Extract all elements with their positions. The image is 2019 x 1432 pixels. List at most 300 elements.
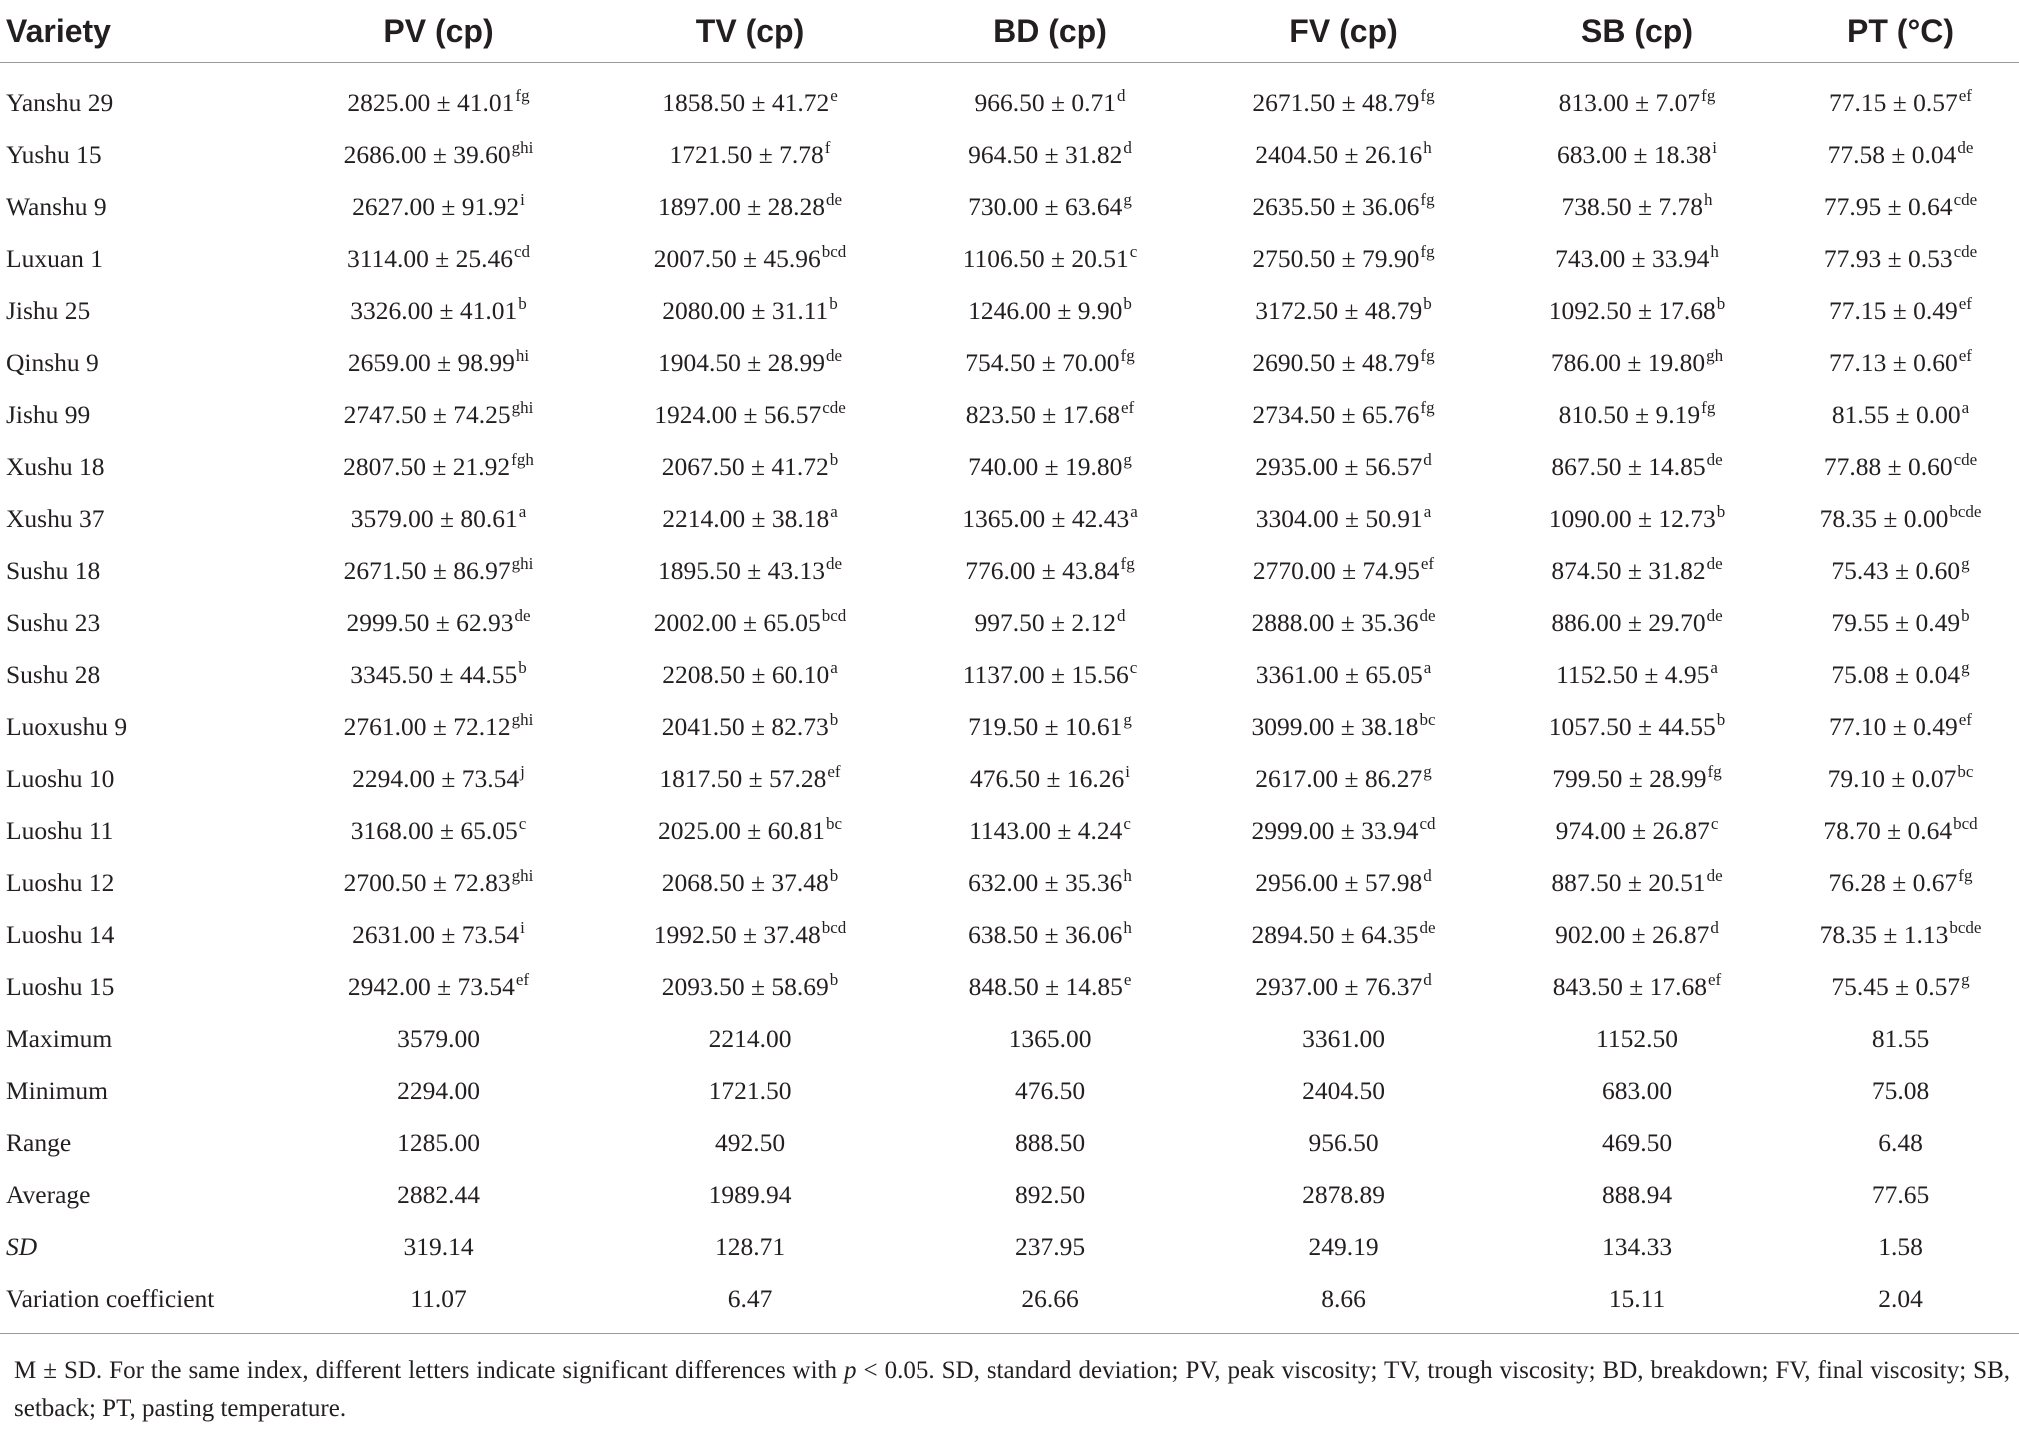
pv-value: 2761.00 ± 72.12 — [343, 712, 511, 742]
summary-fv-value: 2404.50 — [1302, 1076, 1385, 1106]
sb-value: 887.50 ± 20.51 — [1551, 868, 1706, 898]
summary-sb-value: 134.33 — [1601, 1232, 1673, 1262]
significance-letters: fg — [1420, 398, 1435, 418]
significance-letters: bcde — [1949, 918, 1982, 938]
tv-value: 2007.50 ± 45.96 — [653, 244, 821, 274]
significance-letters: i — [1125, 762, 1130, 782]
significance-letters: a — [830, 658, 838, 678]
significance-letters: fg — [1420, 86, 1435, 106]
fv-value: 2671.50 ± 48.79 — [1252, 88, 1420, 118]
tv-value: 2068.50 ± 37.48 — [661, 868, 829, 898]
summary-sb-value: 1152.50 — [1596, 1024, 1678, 1054]
significance-letters: fgh — [511, 450, 534, 470]
pv-cell — [282, 233, 595, 285]
pv-cell — [282, 857, 595, 909]
pv-cell — [282, 545, 595, 597]
sb-value: 810.50 ± 9.19 — [1558, 400, 1701, 430]
variety-cell: Luoshu 14 — [6, 920, 115, 950]
bd-cell — [905, 389, 1195, 441]
bd-value: 740.00 ± 19.80 — [968, 452, 1123, 482]
significance-letters: g — [1123, 710, 1132, 730]
pv-value: 2659.00 ± 98.99 — [347, 348, 515, 378]
summary-bd-value: 888.50 — [1014, 1128, 1086, 1158]
significance-letters: e — [1123, 970, 1132, 990]
header-pv: PV (cp) — [282, 0, 595, 63]
summary-sb-value: 683.00 — [1601, 1076, 1673, 1106]
significance-letters: c — [1123, 814, 1131, 834]
summary-bd-value: 476.50 — [1014, 1076, 1086, 1106]
summary-label: SD — [6, 1232, 38, 1262]
pt-cell — [1782, 493, 2019, 545]
bd-cell — [905, 805, 1195, 857]
fv-cell — [1195, 63, 1492, 130]
significance-letters: a — [518, 502, 527, 522]
significance-letters: bcd — [821, 606, 847, 626]
tv-cell — [595, 805, 905, 857]
summary-pv-value: 3579.00 — [397, 1024, 480, 1054]
fv-cell — [1195, 701, 1492, 753]
tv-cell — [595, 493, 905, 545]
tv-value: 1904.50 ± 28.99 — [657, 348, 825, 378]
pt-cell — [1782, 441, 2019, 493]
sb-value: 843.50 ± 17.68 — [1552, 972, 1708, 1002]
pv-value: 2942.00 ± 73.54 — [347, 972, 515, 1002]
significance-letters: h — [1123, 866, 1132, 886]
pt-cell — [1782, 857, 2019, 909]
significance-letters: a — [1423, 658, 1432, 678]
sb-cell — [1492, 805, 1782, 857]
summary-row — [0, 1273, 2019, 1334]
sb-cell — [1492, 285, 1782, 337]
significance-letters: c — [1129, 658, 1138, 678]
summary-row — [0, 1169, 2019, 1221]
sb-cell — [1492, 753, 1782, 805]
significance-letters: ef — [827, 762, 841, 782]
variety-cell: Yushu 15 — [6, 140, 102, 170]
bd-value: 719.50 ± 10.61 — [968, 712, 1123, 742]
significance-letters: b — [518, 658, 527, 678]
table-row — [0, 545, 2019, 597]
bd-cell — [905, 857, 1195, 909]
significance-letters: cde — [1953, 242, 1978, 262]
fv-cell — [1195, 389, 1492, 441]
pt-value: 77.15 ± 0.57 — [1829, 88, 1958, 118]
significance-letters: b — [1716, 502, 1726, 522]
fv-cell — [1195, 337, 1492, 389]
pt-cell — [1782, 389, 2019, 441]
significance-letters: bc — [1419, 710, 1436, 730]
pt-cell — [1782, 597, 2019, 649]
table-body — [0, 63, 2019, 1334]
significance-letters: h — [1423, 138, 1432, 158]
significance-letters: ghi — [511, 710, 534, 730]
fv-value: 2894.50 ± 64.35 — [1251, 920, 1419, 950]
sb-cell — [1492, 857, 1782, 909]
significance-letters: bcd — [821, 918, 847, 938]
fv-cell — [1195, 493, 1492, 545]
pv-cell — [282, 337, 595, 389]
tv-cell — [595, 389, 905, 441]
significance-letters: d — [1710, 918, 1719, 938]
fv-cell — [1195, 649, 1492, 701]
pv-value: 3168.00 ± 65.05 — [350, 816, 518, 846]
variety-cell: Xushu 37 — [6, 504, 105, 534]
bd-value: 776.00 ± 43.84 — [965, 556, 1120, 586]
summary-tv-value: 1989.94 — [708, 1180, 792, 1210]
pv-value: 2807.50 ± 21.92 — [343, 452, 511, 482]
table-row — [0, 129, 2019, 181]
summary-row — [0, 1117, 2019, 1169]
summary-fv-value: 249.19 — [1308, 1232, 1379, 1262]
header-sb: SB (cp) — [1492, 0, 1782, 63]
fv-cell — [1195, 753, 1492, 805]
pv-value: 2747.50 ± 74.25 — [343, 400, 511, 430]
pt-cell — [1782, 649, 2019, 701]
fv-value: 2956.00 ± 57.98 — [1255, 868, 1423, 898]
summary-pt-value: 77.65 — [1871, 1180, 1930, 1210]
sb-value: 867.50 ± 14.85 — [1551, 452, 1706, 482]
summary-tv-value: 6.47 — [595, 1273, 905, 1334]
significance-letters: g — [1961, 658, 1970, 678]
header-pt: PT (°C) — [1782, 0, 2019, 63]
fv-value: 2888.00 ± 35.36 — [1251, 608, 1419, 638]
pt-cell — [1782, 753, 2019, 805]
significance-letters: c — [1710, 814, 1719, 834]
bd-cell — [905, 337, 1195, 389]
tv-value: 1992.50 ± 37.48 — [653, 920, 821, 950]
pt-cell — [1782, 129, 2019, 181]
table-row — [0, 493, 2019, 545]
significance-letters: b — [829, 866, 839, 886]
fv-cell — [1195, 181, 1492, 233]
significance-letters: ef — [515, 970, 530, 990]
bd-value: 823.50 ± 17.68 — [965, 400, 1121, 430]
table-row — [0, 649, 2019, 701]
pv-value: 2631.00 ± 73.54 — [352, 920, 520, 950]
sb-cell — [1492, 337, 1782, 389]
bd-value: 754.50 ± 70.00 — [965, 348, 1120, 378]
summary-bd-value: 1365.00 — [1008, 1024, 1092, 1054]
pt-value: 75.45 ± 0.57 — [1831, 972, 1961, 1002]
bd-cell — [905, 181, 1195, 233]
fv-value: 2690.50 ± 48.79 — [1252, 348, 1420, 378]
significance-letters: c — [1129, 242, 1138, 262]
fv-cell — [1195, 129, 1492, 181]
significance-letters: fg — [1958, 866, 1973, 886]
tv-value: 2067.50 ± 41.72 — [661, 452, 829, 482]
summary-fv-value: 2878.89 — [1302, 1180, 1385, 1210]
significance-letters: de — [514, 606, 531, 626]
significance-letters: d — [1423, 970, 1432, 990]
pt-value: 77.10 ± 0.49 — [1829, 712, 1958, 742]
significance-letters: b — [1716, 710, 1726, 730]
footnote-text-end: < 0.05. SD, standard deviation; PV, peak viscosity; TV, trough viscosity; BD, breakdown; FV, final viscosity; SB, setback; PT, pasting temperature. — [14, 1357, 2010, 1422]
pt-value: 78.35 ± 0.00 — [1819, 504, 1949, 534]
pv-cell — [282, 961, 595, 1013]
significance-letters: g — [1123, 450, 1132, 470]
significance-letters: i — [1712, 138, 1717, 158]
fv-value: 2404.50 ± 26.16 — [1255, 140, 1423, 170]
significance-letters: h — [1710, 242, 1719, 262]
pv-cell — [282, 389, 595, 441]
fv-value: 2635.50 ± 36.06 — [1252, 192, 1420, 222]
pt-value: 77.58 ± 0.04 — [1827, 140, 1957, 170]
pt-value: 79.10 ± 0.07 — [1827, 764, 1957, 794]
table-row — [0, 701, 2019, 753]
significance-letters: h — [1123, 918, 1132, 938]
summary-pv-value: 2882.44 — [397, 1180, 480, 1210]
bd-value: 730.00 ± 63.64 — [968, 192, 1123, 222]
sb-cell — [1492, 961, 1782, 1013]
pv-cell — [282, 63, 595, 130]
tv-cell — [595, 233, 905, 285]
sb-cell — [1492, 233, 1782, 285]
tv-cell — [595, 285, 905, 337]
tv-value: 1895.50 ± 43.13 — [657, 556, 825, 586]
header-tv: TV (cp) — [595, 0, 905, 63]
fv-value: 2937.00 ± 76.37 — [1255, 972, 1423, 1002]
bd-value: 476.50 ± 16.26 — [970, 764, 1125, 794]
fv-value: 2935.00 ± 56.57 — [1255, 452, 1423, 482]
significance-letters: f — [824, 138, 831, 158]
significance-letters: fg — [1701, 86, 1716, 106]
pv-cell — [282, 441, 595, 493]
pt-value: 78.70 ± 0.64 — [1823, 816, 1953, 846]
significance-letters: ghi — [511, 866, 534, 886]
sb-value: 874.50 ± 31.82 — [1551, 556, 1706, 586]
bd-value: 1365.00 ± 42.43 — [962, 504, 1130, 534]
header-row — [0, 0, 2019, 63]
table-row — [0, 285, 2019, 337]
pv-cell — [282, 129, 595, 181]
significance-letters: de — [1706, 450, 1723, 470]
fv-value: 3172.50 ± 48.79 — [1255, 296, 1423, 326]
significance-letters: a — [1423, 502, 1432, 522]
pt-cell — [1782, 233, 2019, 285]
tv-cell — [595, 181, 905, 233]
significance-letters: b — [518, 294, 527, 314]
variety-cell: Sushu 23 — [6, 608, 101, 638]
pv-value: 2627.00 ± 91.92 — [352, 192, 520, 222]
bd-cell — [905, 961, 1195, 1013]
significance-letters: b — [829, 710, 839, 730]
significance-letters: d — [1423, 450, 1432, 470]
variety-cell: Luxuan 1 — [6, 244, 104, 274]
summary-tv-value: 492.50 — [714, 1128, 786, 1158]
pt-value: 75.43 ± 0.60 — [1831, 556, 1961, 586]
significance-letters: ghi — [511, 554, 534, 574]
summary-fv-value: 3361.00 — [1302, 1024, 1385, 1054]
significance-letters: b — [829, 294, 838, 314]
pt-cell — [1782, 545, 2019, 597]
fv-cell — [1195, 857, 1492, 909]
sb-cell — [1492, 545, 1782, 597]
summary-fv-value: 956.50 — [1308, 1128, 1379, 1158]
tv-value: 2093.50 ± 58.69 — [661, 972, 829, 1002]
summary-pt-value: 2.04 — [1782, 1273, 2019, 1334]
bd-value: 997.50 ± 2.12 — [974, 608, 1116, 638]
header-variety: Variety — [0, 0, 282, 63]
pv-value: 3114.00 ± 25.46 — [346, 244, 513, 274]
pt-cell — [1782, 909, 2019, 961]
pt-cell — [1782, 961, 2019, 1013]
bd-value: 966.50 ± 0.71 — [974, 88, 1116, 118]
pt-cell — [1782, 63, 2019, 130]
sb-value: 743.00 ± 33.94 — [1555, 244, 1710, 274]
significance-letters: b — [1961, 606, 1970, 626]
pv-value: 2294.00 ± 73.54 — [352, 764, 520, 794]
sb-cell — [1492, 181, 1782, 233]
pt-cell — [1782, 285, 2019, 337]
summary-label: Average — [6, 1180, 91, 1210]
tv-value: 1897.00 ± 28.28 — [657, 192, 825, 222]
tv-value: 1858.50 ± 41.72 — [662, 88, 830, 118]
table-row — [0, 753, 2019, 805]
significance-letters: bc — [1957, 762, 1974, 782]
significance-letters: ef — [1121, 398, 1135, 418]
pt-value: 81.55 ± 0.00 — [1831, 400, 1961, 430]
significance-letters: cd — [514, 242, 531, 262]
significance-letters: fg — [1707, 762, 1722, 782]
pv-cell — [282, 753, 595, 805]
significance-letters: b — [829, 970, 839, 990]
bd-cell — [905, 233, 1195, 285]
significance-letters: cde — [1953, 450, 1978, 470]
table-row — [0, 961, 2019, 1013]
tv-cell — [595, 961, 905, 1013]
tv-value: 2025.00 ± 60.81 — [657, 816, 825, 846]
significance-letters: hi — [515, 346, 530, 366]
tv-value: 2208.50 ± 60.10 — [662, 660, 830, 690]
pv-cell — [282, 649, 595, 701]
summary-fv-value: 8.66 — [1195, 1273, 1492, 1334]
bd-cell — [905, 701, 1195, 753]
significance-letters: fg — [1120, 346, 1135, 366]
significance-letters: g — [1123, 190, 1132, 210]
significance-letters: i — [520, 190, 525, 210]
sb-value: 1092.50 ± 17.68 — [1548, 296, 1716, 326]
significance-letters: a — [1710, 658, 1718, 678]
summary-pt-value: 1.58 — [1878, 1232, 1923, 1262]
sb-value: 813.00 ± 7.07 — [1558, 88, 1701, 118]
significance-letters: ef — [1708, 970, 1722, 990]
summary-bd-value: 237.95 — [1014, 1232, 1086, 1262]
pt-value: 76.28 ± 0.67 — [1828, 868, 1958, 898]
bd-value: 848.50 ± 14.85 — [968, 972, 1123, 1002]
table-row — [0, 857, 2019, 909]
significance-letters: h — [1704, 190, 1713, 210]
summary-pv-value: 11.07 — [282, 1273, 595, 1334]
table-row — [0, 181, 2019, 233]
variety-cell: Luoshu 12 — [6, 868, 115, 898]
significance-letters: ef — [1958, 346, 1972, 366]
pv-value: 3579.00 ± 80.61 — [350, 504, 518, 534]
summary-pt-value: 75.08 — [1871, 1076, 1930, 1106]
bd-cell — [905, 285, 1195, 337]
significance-letters: g — [1423, 762, 1432, 782]
sb-value: 1057.50 ± 44.55 — [1548, 712, 1716, 742]
significance-letters: c — [518, 814, 527, 834]
sb-cell — [1492, 909, 1782, 961]
significance-letters: de — [1706, 606, 1723, 626]
bd-value: 638.50 ± 36.06 — [968, 920, 1123, 950]
pt-value: 77.93 ± 0.53 — [1823, 244, 1953, 274]
table-header — [0, 0, 2019, 63]
summary-label: Range — [6, 1128, 72, 1158]
significance-letters: de — [825, 190, 843, 210]
tv-cell — [595, 337, 905, 389]
significance-letters: g — [1961, 970, 1970, 990]
bd-value: 1143.00 ± 4.24 — [969, 816, 1123, 846]
significance-letters: a — [1961, 398, 1970, 418]
significance-letters: j — [520, 762, 525, 782]
pt-value: 77.95 ± 0.64 — [1823, 192, 1953, 222]
significance-letters: fg — [1120, 554, 1135, 574]
fv-cell — [1195, 233, 1492, 285]
summary-label: Variation coefficient — [0, 1273, 282, 1334]
pt-value: 77.88 ± 0.60 — [1823, 452, 1953, 482]
bd-cell — [905, 545, 1195, 597]
significance-letters: ef — [1420, 554, 1435, 574]
significance-letters: bcde — [1949, 502, 1982, 522]
sb-value: 683.00 ± 18.38 — [1557, 140, 1712, 170]
significance-letters: cde — [1953, 190, 1978, 210]
significance-letters: gh — [1706, 346, 1724, 366]
table-row — [0, 389, 2019, 441]
bd-cell — [905, 753, 1195, 805]
pv-value: 3345.50 ± 44.55 — [350, 660, 518, 690]
significance-letters: bcd — [821, 242, 847, 262]
pv-value: 3326.00 ± 41.01 — [350, 296, 518, 326]
significance-letters: de — [825, 554, 843, 574]
tv-cell — [595, 129, 905, 181]
summary-sb-value: 888.94 — [1601, 1180, 1673, 1210]
significance-letters: ef — [1958, 710, 1972, 730]
fv-value: 2617.00 ± 86.27 — [1255, 764, 1423, 794]
footnote-text-start: M ± SD. For the same index, different letters indicate significant differences with — [14, 1357, 844, 1384]
sb-value: 974.00 ± 26.87 — [1555, 816, 1710, 846]
significance-letters: b — [1123, 294, 1132, 314]
table-row — [0, 597, 2019, 649]
table-row — [0, 805, 2019, 857]
summary-pv-value: 319.14 — [403, 1232, 474, 1262]
tv-value: 1924.00 ± 56.57 — [654, 400, 822, 430]
variety-cell: Jishu 99 — [6, 400, 91, 430]
sb-cell — [1492, 389, 1782, 441]
pv-value: 2700.50 ± 72.83 — [343, 868, 511, 898]
fv-cell — [1195, 285, 1492, 337]
pt-cell — [1782, 805, 2019, 857]
summary-bd-value: 892.50 — [1014, 1180, 1086, 1210]
significance-letters: de — [1957, 138, 1974, 158]
fv-value: 2770.00 ± 74.95 — [1252, 556, 1420, 586]
summary-bd-value: 26.66 — [905, 1273, 1195, 1334]
tv-value: 2080.00 ± 31.11 — [662, 296, 829, 326]
fv-value: 2999.00 ± 33.94 — [1251, 816, 1419, 846]
sb-cell — [1492, 493, 1782, 545]
tv-cell — [595, 649, 905, 701]
variety-cell: Luoshu 10 — [6, 764, 115, 794]
bd-cell — [905, 129, 1195, 181]
significance-letters: ef — [1958, 86, 1972, 106]
significance-letters: d — [1117, 606, 1126, 626]
significance-letters: de — [1419, 918, 1436, 938]
sb-cell — [1492, 63, 1782, 130]
pt-value: 79.55 ± 0.49 — [1831, 608, 1961, 638]
significance-letters: b — [1423, 294, 1432, 314]
tv-cell — [595, 441, 905, 493]
variety-cell: Sushu 28 — [6, 660, 101, 690]
